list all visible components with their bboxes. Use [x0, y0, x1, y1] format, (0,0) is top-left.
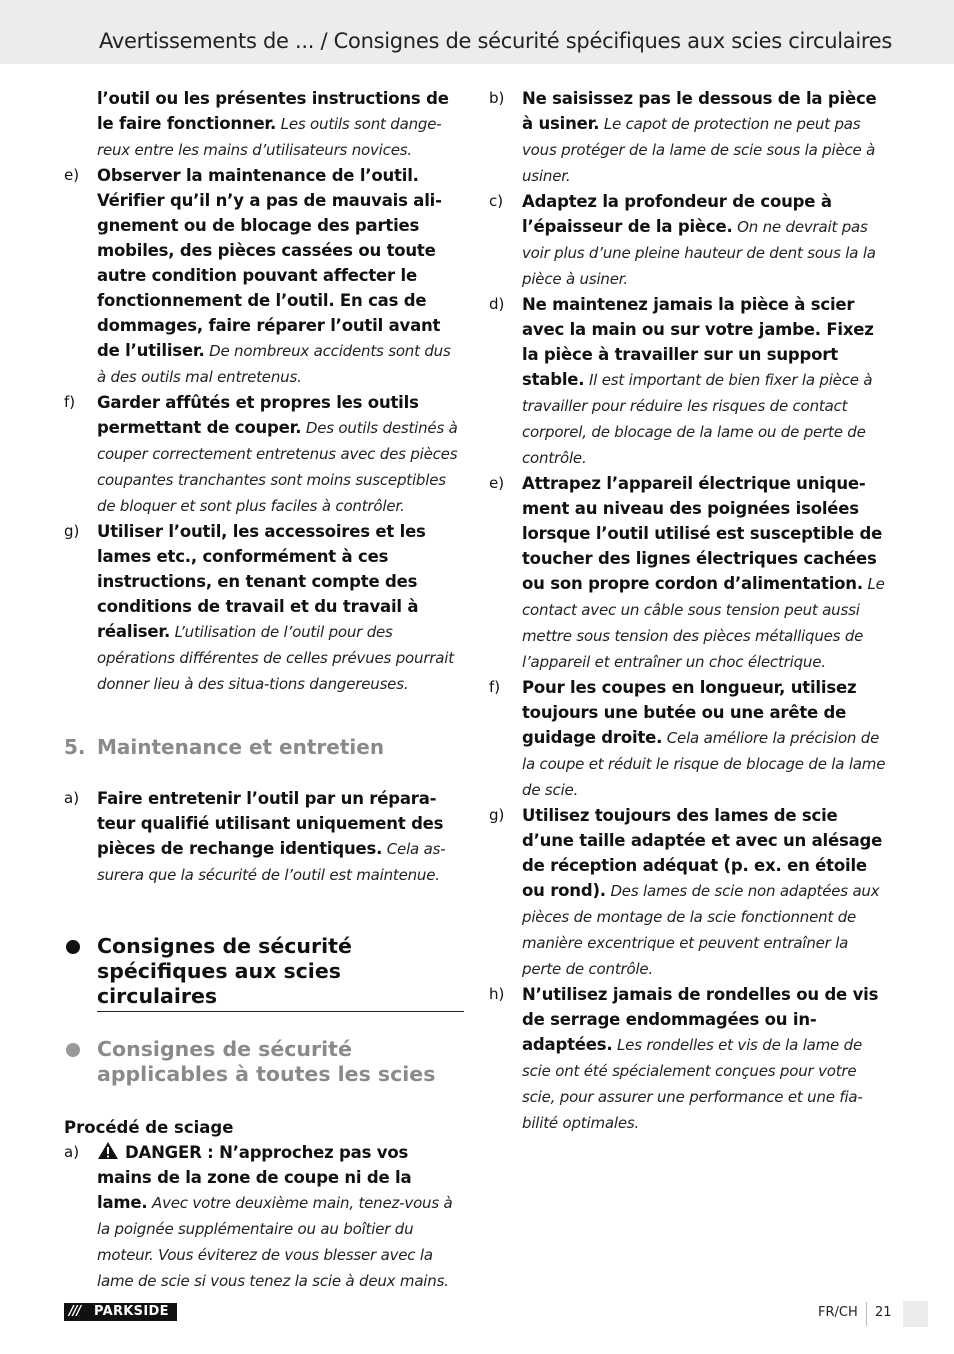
item-italic-text: L’utilisation de l’outil pour des opérations différentes de celles prévues pourrait donner lieu à des situa-tions dangereuses. — [97, 623, 454, 693]
language-code: FR/CH — [818, 1305, 858, 1320]
item-bold-text: Pour les coupes en longueur, utilisez toujours une butée ou une arête de guidage droite. — [522, 678, 857, 747]
page-tab-marker — [903, 1301, 928, 1327]
bullet-icon — [66, 1043, 80, 1057]
list-item — [64, 786, 464, 888]
list-item — [489, 803, 891, 982]
item-italic-text: Les outils sont dange-reux entre les mains d’utilisateurs novices. — [97, 115, 442, 159]
item-italic-text: Cela as-surera que la sécurité de l’outil est maintenue. — [97, 840, 446, 884]
item-label: g) — [489, 806, 505, 824]
list-item — [489, 982, 891, 1136]
item-label: d) — [489, 295, 505, 313]
item-bold-text: Attrapez l’appareil électrique unique-ment au niveau des poignées isolées lorsque l’outil utilisé est susceptible de toucher des lignes électriques cachées ou son propre cordon d’alimentation. — [522, 474, 883, 593]
section-number: 5. — [64, 735, 86, 759]
item-bold-text: Faire entretenir l’outil par un répara-teur qualifié utilisant uniquement des pièces de rechange identiques. — [97, 789, 444, 858]
item-label: e) — [64, 166, 80, 184]
section-title: Maintenance et entretien — [97, 735, 385, 759]
page-number: 21 — [875, 1305, 892, 1320]
list-item — [64, 519, 464, 697]
item-label: a) — [64, 1143, 80, 1161]
item-label: f) — [489, 678, 501, 696]
item-italic-text: Des outils destinés à couper correctement entretenus avec des pièces coupantes tranchantes sont moins susceptibles de bloquer et sont plus faciles à contrôler. — [97, 419, 458, 515]
warning-triangle-icon — [97, 1141, 119, 1160]
item-label: g) — [64, 522, 80, 540]
item-bold-text: Utiliser l’outil, les accessoires et les lames etc., conformément à ces instructions, en tenant compte des conditions de travail et du travail à réaliser. — [97, 522, 426, 641]
item-bold-text: Garder affûtés et propres les outils permettant de couper. — [97, 393, 419, 437]
item-bold-text: N’utilisez jamais de rondelles ou de vis de serrage endommagées ou in-adaptées. — [522, 985, 879, 1054]
item-bold-text: Utilisez toujours des lames de scie d’une taille adaptée et avec un alésage de réception adéquat (p. ex. en étoile ou rond). — [522, 806, 883, 900]
item-italic-text: Il est important de bien fixer la pièce à travailler pour réduire les risques de contact corporel, de blocage de la lame ou de perte de contrôle. — [522, 371, 873, 467]
item-bold-text: Adaptez la profondeur de coupe à l’épaisseur de la pièce. — [522, 192, 832, 236]
right-column — [489, 86, 891, 1136]
section-heading-circular-saws — [64, 934, 464, 1012]
section-heading-maintenance — [64, 735, 464, 760]
item-italic-text: On ne devrait pas voir plus d’une pleine hauteur de dent sous la la pièce à usiner. — [522, 218, 876, 288]
item-bold-text: Ne maintenez jamais la pièce à scier avec la main ou sur votre jambe. Fixez la pièce à travailler sur un support stable. — [522, 295, 874, 389]
logo-text: PARKSIDE — [94, 1304, 169, 1319]
parkside-logo — [64, 1303, 177, 1321]
heading-text: Consignes de sécurité applicables à toutes les scies — [97, 1037, 436, 1086]
item-italic-text: Le capot de protection ne peut pas vous protéger de la lame de scie sous la pièce à usiner. — [522, 115, 876, 185]
left-column — [64, 86, 464, 1294]
list-item — [489, 189, 891, 292]
item-italic-text: De nombreux accidents sont dus à des outils mal entretenus. — [97, 342, 451, 386]
list-item — [64, 390, 464, 519]
list-item-danger — [64, 1140, 464, 1294]
item-label: b) — [489, 89, 505, 107]
bullet-icon — [66, 940, 80, 954]
item-label: f) — [64, 393, 76, 411]
item-italic-text: Des lames de scie non adaptées aux pièces de montage de la scie fonctionnent de manière excentrique et peuvent entraîner la perte de contrôle. — [522, 882, 880, 978]
item-italic-text: Le contact avec un câble sous tension peut aussi mettre sous tension des pièces métalliques de l’appareil et entraîner un choc électrique. — [522, 575, 885, 671]
footer-divider — [866, 1302, 867, 1326]
list-item — [489, 292, 891, 471]
item-label: h) — [489, 985, 505, 1003]
item-label: c) — [489, 192, 504, 210]
list-item — [489, 471, 891, 675]
item-italic-text: Avec votre deuxième main, tenez-vous à la poignée supplémentaire ou au boîtier du moteur. Vous éviterez de vous blesser avec la lame de scie si vous tenez la scie à deux mains. — [97, 1194, 453, 1290]
item-italic-text: Cela améliore la précision de la coupe et réduit le risque de blocage de la lame de scie. — [522, 729, 886, 799]
list-item — [489, 86, 891, 189]
list-item — [489, 675, 891, 803]
heading-text: Consignes de sécurité spécifiques aux scies circulaires — [97, 934, 464, 1012]
item-italic-text: Les rondelles et vis de la lame de scie ont été spécialement conçues pour votre scie, pour assurer une performance et une fia-bilité optimales. — [522, 1036, 863, 1132]
item-bold-text: l’outil ou les présentes instructions de le faire fonctionner. — [97, 89, 449, 133]
page-title: Avertissements de ... / Consignes de sécurité spécifiques aux scies circulaires — [98, 29, 892, 53]
item-bold-text: DANGER : N’approchez pas vos mains de la zone de coupe ni de la lame. — [97, 1143, 412, 1212]
item-bold-text: Ne saisissez pas le dessous de la pièce à usiner. — [522, 89, 877, 133]
item-bold-text: Observer la maintenance de l’outil. Vérifier qu’il n’y a pas de mauvais ali-gnement ou de blocage des parties mobiles, des pièces cassées ou toute autre condition pouvant affecter le fonctionnement de l’outil. En cas de dommages, faire réparer l’outil avant de l’utiliser. — [97, 166, 442, 360]
subheading-sawing-procedure: Procédé de sciage — [64, 1118, 234, 1137]
list-item — [64, 163, 464, 390]
item-label: a) — [64, 789, 80, 807]
logo-slashes: /// — [69, 1304, 81, 1319]
item-label: e) — [489, 474, 505, 492]
list-item-continued — [64, 86, 464, 163]
section-heading-all-saws — [64, 1037, 464, 1087]
